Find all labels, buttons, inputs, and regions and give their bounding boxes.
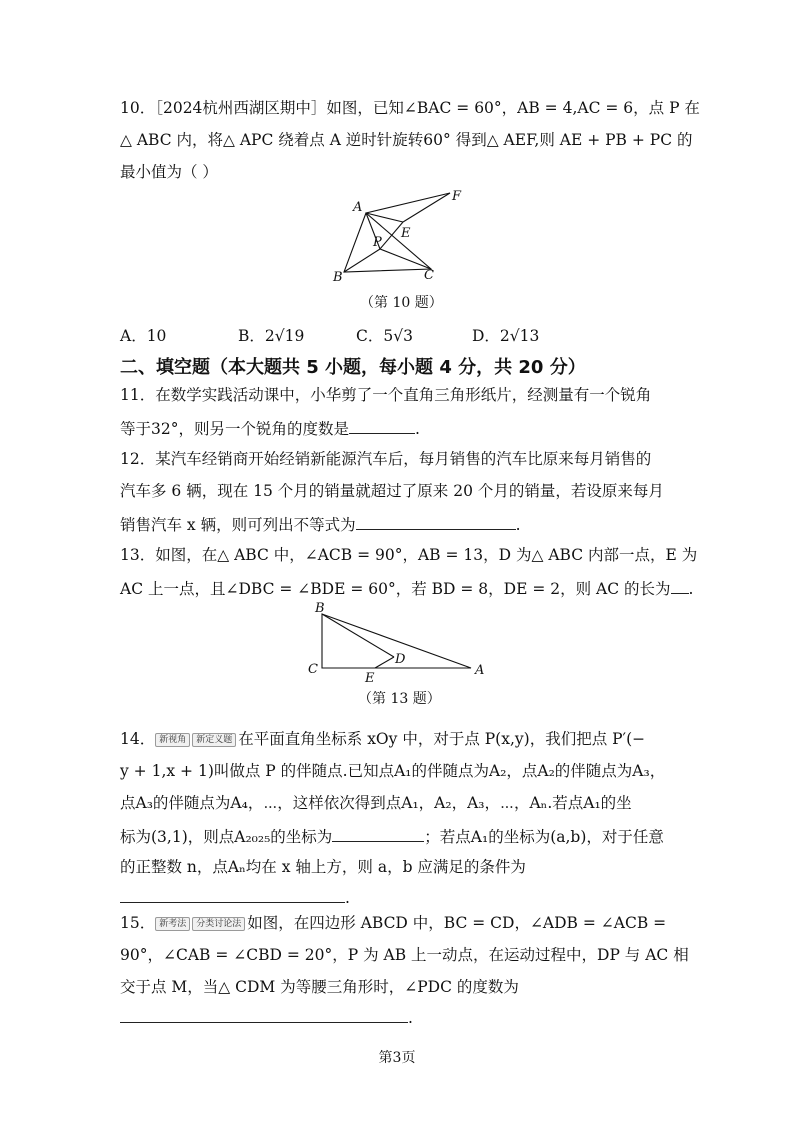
q10-line-1: 10．［2024杭州西湖区期中］如图，已知∠BAC = 60°，AB = 4,AC = 6，点 P 在 <box>120 99 700 117</box>
q10-label-c: C <box>424 268 434 283</box>
q10-segment-bp <box>344 249 380 272</box>
q14-line-4 <box>120 825 664 847</box>
q10-line-2: △ ABC 内，将△ APC 绕着点 A 逆时针旋转60° 得到△ AEF,则 AE + PB + PC 的 <box>120 131 693 149</box>
q10-option-a: A．10 <box>120 327 167 345</box>
q15-number: 15． <box>120 914 156 932</box>
q14-line-6 <box>120 886 350 908</box>
q12-answer-blank[interactable] <box>356 513 516 530</box>
q15-line-3: 交于点 M，当△ CDM 为等腰三角形时，∠PDC 的度数为 <box>120 978 519 996</box>
q13-caption: （第 13 题） <box>358 691 441 707</box>
q13-line-2 <box>120 577 693 599</box>
q11-answer-blank[interactable] <box>349 417 415 434</box>
q13-figure <box>305 600 490 685</box>
q15-line-2: 90°，∠CAB = ∠CBD = 20°，P 为 AB 上一动点，在运动过程中，DP 与 AC 相 <box>120 946 689 964</box>
q15-tag-case-discussion: 分类讨论法 <box>192 917 245 931</box>
q11-line-2 <box>120 417 420 439</box>
page-number: 第3页 <box>378 1050 416 1066</box>
q14-line-2: y + 1,x + 1)叫做点 P 的伴随点.已知点A₁的伴随点为A₂，点A₂的伴随点为A₃， <box>120 762 666 780</box>
q13-period: . <box>688 580 694 598</box>
q15-period: . <box>408 1009 413 1027</box>
q11-line-1: 11．在数学实践活动课中，小华剪了一个直角三角形纸片，经测量有一个锐角 <box>120 386 652 404</box>
q10-caption: （第 10 题） <box>360 295 443 311</box>
q13-label-e: E <box>365 671 375 685</box>
q14-line-5: 的正整数 n，点Aₙ均在 x 轴上方，则 a，b 应满足的条件为 <box>120 858 526 876</box>
q12-text: 销售汽车 x 辆，则可列出不等式为 <box>120 516 356 534</box>
q12-line-2: 汽车多 6 辆，现在 15 个月的销量就超过了原来 20 个月的销量，若设原来每月 <box>120 482 664 500</box>
q13-line-1: 13．如图，在△ ABC 中，∠ACB = 90°，AB = 13，D 为△ ABC 内部一点，E 为 <box>120 546 698 564</box>
q10-label-a: A <box>353 200 363 215</box>
q15-line-1 <box>120 913 666 933</box>
q14-text-1: 在平面直角坐标系 xOy 中，对于点 P(x,y)，我们把点 P′(− <box>238 730 646 748</box>
q10-segment-cp <box>380 249 431 269</box>
q13-answer-blank[interactable] <box>671 577 689 594</box>
q10-line-3: 最小值为（ ） <box>120 163 218 181</box>
q13-segment-de <box>375 657 394 668</box>
q10-segment-ep <box>380 222 403 249</box>
q14-number: 14． <box>120 730 156 748</box>
q10-option-b: B．2√19 <box>238 327 305 345</box>
q10-option-d: D．2√13 <box>472 327 540 345</box>
q13-label-b: B <box>315 601 325 616</box>
q10-label-b: B <box>333 270 343 285</box>
q14-answer-blank-2[interactable] <box>120 886 345 903</box>
q13-label-c: C <box>308 662 318 677</box>
q10-label-e: E <box>401 226 411 241</box>
q10-segment-ef <box>403 193 450 222</box>
q10-segment-af <box>366 193 450 213</box>
q13-segment-bd <box>322 614 394 657</box>
q14-period: . <box>345 889 350 907</box>
q13-label-d: D <box>395 652 406 667</box>
q11-text: 等于32°，则另一个锐角的度数是 <box>120 420 349 438</box>
q15-tag-new-method: 新考法 <box>155 917 190 931</box>
q13-label-a: A <box>475 663 485 678</box>
q12-line-3 <box>120 513 521 535</box>
q14-tag-new-definition: 新定义题 <box>192 733 236 747</box>
q14-line-1 <box>120 729 645 749</box>
q13-text: AC 上一点，且∠DBC = ∠BDE = 60°，若 BD = 8，DE = 2，则 AC 的长为 <box>120 580 671 598</box>
q15-text-1: 如图，在四边形 ABCD 中，BC = CD，∠ADB = ∠ACB = <box>247 914 667 932</box>
q14-answer-blank-1[interactable] <box>332 825 424 842</box>
q14-text-4a: 标为(3,1)，则点A₂₀₂₅的坐标为 <box>120 828 333 846</box>
q14-text-4b: ；若点A₁的坐标为(a,b)，对于任意 <box>424 828 664 846</box>
q15-line-4 <box>120 1006 413 1028</box>
q14-line-3: 点A₃的伴随点为A₄，⋯，这样依次得到点A₁，A₂，A₃，⋯，Aₙ.若点A₁的坐 <box>120 794 632 812</box>
q10-option-c: C．5√3 <box>356 327 413 345</box>
section-2-title: 二、填空题（本大题共 5 小题，每小题 4 分，共 20 分） <box>120 357 586 378</box>
q15-answer-blank[interactable] <box>120 1006 408 1023</box>
q12-period: . <box>515 516 521 534</box>
q10-label-f: F <box>452 189 462 204</box>
q11-period: . <box>414 420 420 438</box>
q10-figure <box>325 185 470 285</box>
q10-label-p: P <box>373 235 382 250</box>
q14-tag-new-perspective: 新视角 <box>155 733 190 747</box>
q12-line-1: 12．某汽车经销商开始经销新能源汽车后，每月销售的汽车比原来每月销售的 <box>120 450 652 468</box>
